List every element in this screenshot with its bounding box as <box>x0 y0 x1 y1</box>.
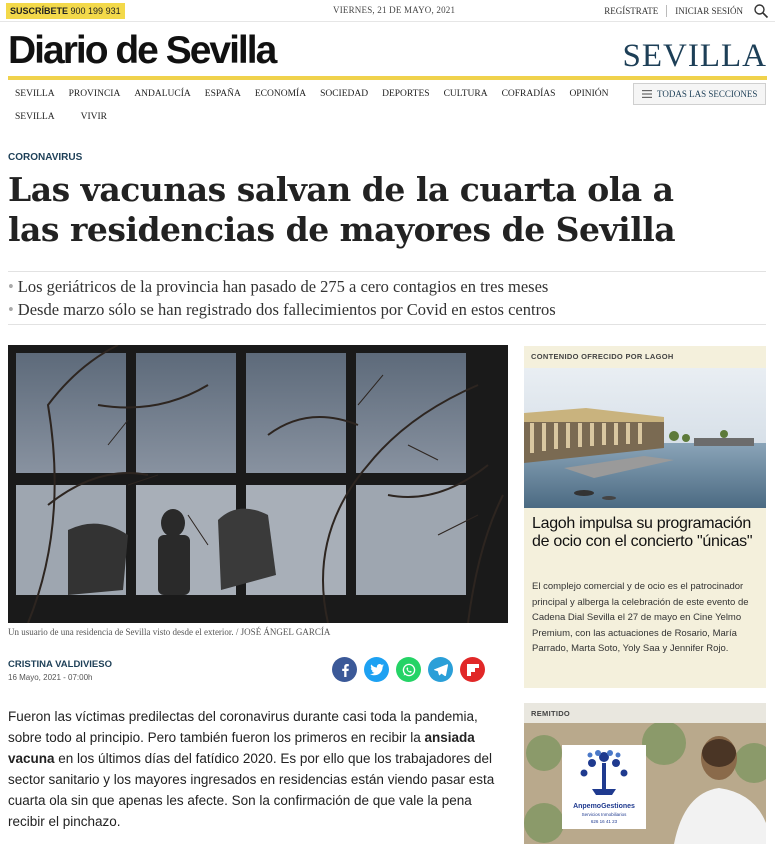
bullet-icon: • <box>8 277 14 296</box>
nav-item-opinión[interactable]: OPINIÓN <box>569 88 609 99</box>
site-logo[interactable]: Diario de Sevilla <box>8 29 276 72</box>
article-summary <box>8 271 766 325</box>
nav-item-cofradías[interactable]: COFRADÍAS <box>501 88 556 99</box>
body-text-part: Fueron las víctimas predilectas del coronavirus durante casi toda la pandemia, sobre todo al principio. Pero también fueron los primeros en recibir la <box>8 709 478 745</box>
nav-row-primary <box>8 82 628 105</box>
all-sections-button[interactable] <box>633 83 766 105</box>
nav-item-sevilla[interactable]: SEVILLA <box>15 88 55 99</box>
menu-icon <box>642 90 652 98</box>
twitter-share-button[interactable] <box>364 657 389 682</box>
article-body <box>8 706 508 832</box>
anpemo-name: AnpemoGestiones <box>573 803 635 810</box>
nav-item-deportes[interactable]: DEPORTES <box>382 88 430 99</box>
nav-item-economía[interactable]: ECONOMÍA <box>254 88 307 99</box>
remitido-image[interactable] <box>524 723 766 844</box>
subscribe-button[interactable] <box>6 3 125 19</box>
subscribe-phone: 900 199 931 <box>70 6 121 16</box>
nav-item-vivir[interactable]: VIVIR <box>80 111 107 122</box>
summary-text: Desde marzo sólo se han registrado dos fallecimientos por Covid en estos centros <box>17 300 556 319</box>
nav-item-andalucía[interactable]: ANDALUCÍA <box>134 88 191 99</box>
article-author[interactable]: CRISTINA VALDIVIESO <box>8 659 112 670</box>
promo-illustration <box>524 368 766 508</box>
flipboard-share-button[interactable] <box>460 657 485 682</box>
nav-item-cultura[interactable]: CULTURA <box>443 88 488 99</box>
nav-row-secondary <box>8 105 628 128</box>
promo-text: El complejo comercial y de ocio es el patrocinador principal y alberga la celebración de este evento de Cadena Dial Sevilla el 27 de mayo en Cine Yelmo Premium, con las actuaciones de Rosario, María Parrado, Marta Soto, Yoly Saa y Jennifer Rojo. <box>532 581 749 654</box>
nav-item-sevilla[interactable]: SEVILLA <box>15 111 55 122</box>
anpemo-subtitle: Servicios Inmobiliarios <box>581 812 627 817</box>
twitter-icon <box>370 664 384 676</box>
whatsapp-icon <box>402 663 416 677</box>
anpemo-logo[interactable] <box>562 745 646 829</box>
main-nav <box>8 82 628 128</box>
current-date: VIERNES, 21 DE MAYO, 2021 <box>333 5 456 15</box>
sponsored-label: CONTENIDO OFRECIDO POR LAGOH <box>531 352 674 361</box>
article-photo[interactable] <box>8 345 508 623</box>
anpemo-phone: 626 16 41 23 <box>590 819 618 824</box>
summary-item <box>8 298 766 321</box>
vaccine-link[interactable]: ansiada vacuna <box>8 730 475 766</box>
facebook-share-button[interactable] <box>332 657 357 682</box>
photo-caption: Un usuario de una residencia de Sevilla visto desde el exterior. / JOSÉ ÁNGEL GARCÍA <box>8 627 331 637</box>
photo-illustration <box>8 345 508 623</box>
share-bar <box>332 657 492 682</box>
subscribe-label: SUSCRÍBETE <box>10 6 69 16</box>
facebook-icon <box>339 663 351 677</box>
article-headline: Las vacunas salvan de la cuarta ola a las residencias de mayores de Sevilla <box>8 170 676 249</box>
summary-text: Los geriátricos de la provincia han pasado de 275 a cero contagios en tres meses <box>17 277 549 296</box>
login-link[interactable]: INICIAR SESIÓN <box>675 6 743 16</box>
nav-item-españa[interactable]: ESPAÑA <box>204 88 241 99</box>
article-kicker[interactable]: CORONAVIRUS <box>8 152 83 163</box>
remitido-ad[interactable] <box>524 703 766 844</box>
telegram-icon <box>434 664 448 676</box>
header-rule <box>8 76 767 80</box>
section-title[interactable]: SEVILLA <box>622 38 767 74</box>
remitido-label: REMITIDO <box>531 709 571 718</box>
nav-item-sociedad[interactable]: SOCIEDAD <box>320 88 369 99</box>
promo-image[interactable] <box>524 368 766 508</box>
sponsored-content[interactable] <box>524 346 766 688</box>
search-icon[interactable] <box>753 3 769 19</box>
register-link[interactable]: REGÍSTRATE <box>604 6 659 16</box>
tree-logo-icon <box>562 745 646 801</box>
telegram-share-button[interactable] <box>428 657 453 682</box>
whatsapp-share-button[interactable] <box>396 657 421 682</box>
flipboard-icon <box>467 664 479 676</box>
publish-date: 16 Mayo, 2021 - 07:00h <box>8 673 93 682</box>
account-links <box>604 2 769 20</box>
nav-item-provincia[interactable]: PROVINCIA <box>68 88 121 99</box>
summary-item <box>8 275 766 298</box>
top-bar <box>0 0 775 22</box>
promo-title[interactable]: Lagoh impulsa su programación de ocio con el concierto "únicas" <box>532 515 753 550</box>
body-text-part: en los últimos días del fatídico 2020. Es por ello que los trabajadores del sector sanitario y los mayores ingresados en residencias están viendo pasar esta cuarta ola sin que apenas les afecte. Son la confirmación de que vale la pena recibir el pinchazo. <box>8 751 495 829</box>
divider <box>666 5 667 17</box>
bullet-icon: • <box>8 300 14 319</box>
all-sections-label: TODAS LAS SECCIONES <box>657 89 758 99</box>
